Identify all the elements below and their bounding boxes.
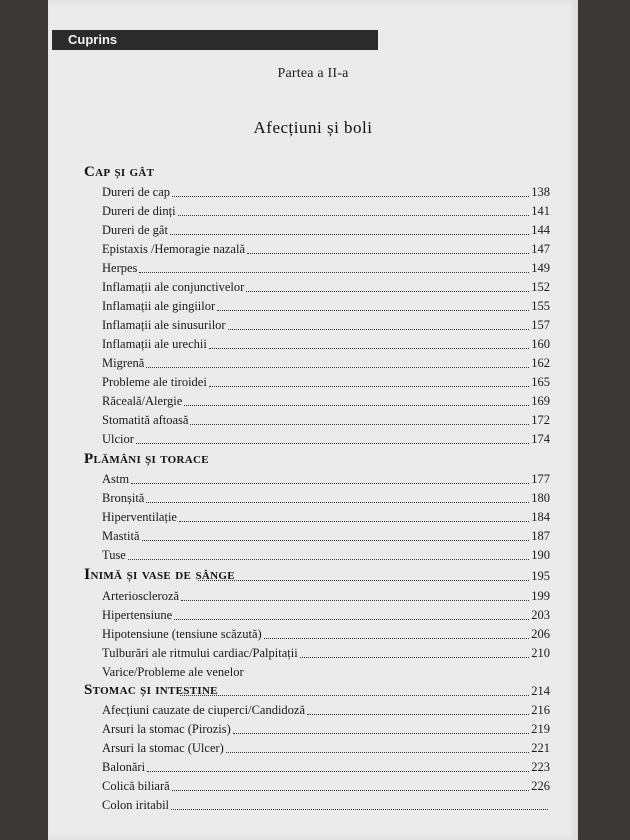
leader-dots bbox=[264, 637, 530, 639]
toc-entry bbox=[84, 568, 550, 584]
toc-entry bbox=[102, 222, 550, 238]
entry-title: Arsuri la stomac (Ulcer) bbox=[102, 741, 224, 755]
entry-title: Inflamații ale urechii bbox=[102, 337, 207, 351]
entry-page: 219 bbox=[531, 722, 550, 736]
entry-page: 141 bbox=[531, 204, 550, 218]
toc-entry bbox=[102, 509, 550, 525]
entry-title: Dureri de cap bbox=[102, 185, 171, 199]
entry-page: 223 bbox=[531, 760, 550, 774]
entry-page: 138 bbox=[531, 185, 550, 199]
entry-page: 177 bbox=[531, 472, 550, 486]
leader-dots bbox=[190, 423, 529, 425]
leader-dots bbox=[142, 539, 530, 541]
toc-entry bbox=[102, 203, 550, 219]
entry-title: Dureri de dinți bbox=[102, 204, 176, 218]
entry-page: 226 bbox=[531, 779, 550, 793]
entry-title: Epistaxis /Hemoragie nazală bbox=[102, 242, 245, 256]
entry-title: Colon iritabil bbox=[102, 798, 170, 812]
toc-entry bbox=[102, 471, 550, 487]
entry-title: Ulcior bbox=[102, 432, 134, 446]
leader-dots bbox=[172, 789, 530, 791]
header-label: Cuprins bbox=[68, 32, 118, 47]
toc-entry bbox=[102, 740, 550, 756]
entry-page: 174 bbox=[531, 432, 550, 446]
entry-page: 214 bbox=[531, 684, 550, 698]
toc-entry bbox=[102, 412, 550, 428]
leader-dots bbox=[307, 713, 529, 715]
entry-title: Probleme ale tiroidei bbox=[102, 375, 207, 389]
entry-page: 160 bbox=[531, 337, 550, 351]
entry-title: Colică biliară bbox=[102, 779, 170, 793]
entry-page: 149 bbox=[531, 261, 550, 275]
toc-entry bbox=[102, 317, 550, 333]
leader-dots bbox=[128, 558, 529, 560]
toc-entry bbox=[102, 664, 550, 680]
leader-dots bbox=[217, 309, 529, 311]
entry-page: 180 bbox=[531, 491, 550, 505]
entry-page: 210 bbox=[531, 646, 550, 660]
toc-entry bbox=[102, 374, 550, 390]
toc-entry bbox=[102, 778, 550, 794]
entry-page: 187 bbox=[531, 529, 550, 543]
header-bar bbox=[52, 30, 378, 50]
toc-entry bbox=[102, 184, 550, 200]
toc-entry bbox=[102, 797, 550, 813]
leader-dots bbox=[174, 618, 529, 620]
entry-title: Hipotensiune (tensiune scăzută) bbox=[102, 627, 262, 641]
entry-page: 169 bbox=[531, 394, 550, 408]
entry-page: 165 bbox=[531, 375, 550, 389]
toc-entry bbox=[102, 431, 550, 447]
entry-title: Dureri de gât bbox=[102, 223, 168, 237]
leader-dots bbox=[181, 599, 529, 601]
toc-entry bbox=[102, 336, 550, 352]
leader-dots bbox=[180, 694, 529, 696]
toc-entry bbox=[102, 393, 550, 409]
leader-dots bbox=[247, 252, 529, 254]
entry-title: Afecțiuni cauzate de ciuperci/Candidoză bbox=[102, 703, 306, 717]
entry-page: 221 bbox=[531, 741, 550, 755]
toc-entry bbox=[102, 241, 550, 257]
toc-entry bbox=[102, 279, 550, 295]
entry-page: 157 bbox=[531, 318, 550, 332]
toc-entry bbox=[102, 490, 550, 506]
entry-title: Răceală/Alergie bbox=[102, 394, 183, 408]
entry-page: 155 bbox=[531, 299, 550, 313]
leader-dots bbox=[233, 732, 529, 734]
entry-page: 147 bbox=[531, 242, 550, 256]
entry-page: 184 bbox=[531, 510, 550, 524]
toc-entry bbox=[102, 626, 550, 642]
entry-page: 206 bbox=[531, 627, 550, 641]
toc-entry bbox=[102, 588, 550, 604]
toc-entry bbox=[102, 355, 550, 371]
chapter-title: Afecțiuni și boli bbox=[253, 118, 373, 137]
entry-page: 162 bbox=[531, 356, 550, 370]
toc-entry bbox=[102, 528, 550, 544]
toc-entry bbox=[102, 298, 550, 314]
toc-entry bbox=[102, 759, 550, 775]
entry-page: 216 bbox=[531, 703, 550, 717]
entry-title: Astm bbox=[102, 472, 130, 486]
entry-page: 152 bbox=[531, 280, 550, 294]
toc-entry bbox=[102, 645, 550, 661]
toc-entry bbox=[102, 702, 550, 718]
entry-title: Stomatită aftoasă bbox=[102, 413, 189, 427]
entry-title: Bronșită bbox=[102, 491, 145, 505]
leader-dots bbox=[209, 385, 529, 387]
leader-dots bbox=[131, 482, 529, 484]
leader-dots bbox=[178, 214, 530, 216]
entry-title: Inflamații ale conjunctivelor bbox=[102, 280, 245, 294]
section-heading: Plămâni și torace bbox=[84, 451, 209, 467]
entry-title: Arsuri la stomac (Pirozis) bbox=[102, 722, 231, 736]
leader-dots bbox=[146, 366, 529, 368]
toc-entry bbox=[102, 721, 550, 737]
entry-title: Inflamații ale sinusurilor bbox=[102, 318, 226, 332]
entry-page: 144 bbox=[531, 223, 550, 237]
section-heading: Inimă și vase de sânge bbox=[84, 566, 235, 583]
entry-title: Inflamații ale gingiilor bbox=[102, 299, 216, 313]
leader-dots bbox=[170, 233, 529, 235]
entry-page: 203 bbox=[531, 608, 550, 622]
entry-title: Arterioscleroză bbox=[102, 589, 180, 603]
leader-dots bbox=[139, 271, 529, 273]
toc-entry bbox=[102, 260, 550, 276]
leader-dots bbox=[179, 520, 529, 522]
book-page bbox=[48, 0, 578, 840]
entry-title: Tuse bbox=[102, 548, 126, 562]
leader-dots bbox=[146, 501, 529, 503]
entry-title: Hiperventilație bbox=[102, 510, 177, 524]
leader-dots bbox=[172, 195, 529, 197]
entry-page: 172 bbox=[531, 413, 550, 427]
leader-dots bbox=[246, 290, 529, 292]
part-label: Partea a II-a bbox=[277, 66, 349, 81]
section-heading: Cap și gât bbox=[84, 164, 155, 180]
leader-dots bbox=[226, 751, 529, 753]
entry-page: 190 bbox=[531, 548, 550, 562]
section-heading: Stomac și intestine bbox=[84, 682, 218, 698]
leader-dots bbox=[300, 656, 530, 658]
toc-entry bbox=[84, 683, 550, 699]
leader-dots bbox=[184, 404, 529, 406]
entry-page: 195 bbox=[531, 569, 550, 583]
leader-dots bbox=[198, 579, 529, 581]
leader-dots bbox=[171, 808, 548, 810]
entry-title: Migrenă bbox=[102, 356, 145, 370]
leader-dots bbox=[209, 347, 529, 349]
entry-title: Mastită bbox=[102, 529, 140, 543]
entry-title: Hipertensiune bbox=[102, 608, 173, 622]
leader-dots bbox=[228, 328, 530, 330]
leader-dots bbox=[136, 442, 529, 444]
entry-title: Herpes bbox=[102, 261, 138, 275]
toc-entry bbox=[102, 607, 550, 623]
entry-title: Varice/Probleme ale venelor bbox=[102, 665, 244, 679]
leader-dots bbox=[147, 770, 529, 772]
entry-title: Tulburări ale ritmului cardiac/Palpitații bbox=[102, 646, 298, 660]
entry-title: Balonări bbox=[102, 760, 146, 774]
entry-page: 199 bbox=[531, 589, 550, 603]
toc-entry bbox=[102, 547, 550, 563]
